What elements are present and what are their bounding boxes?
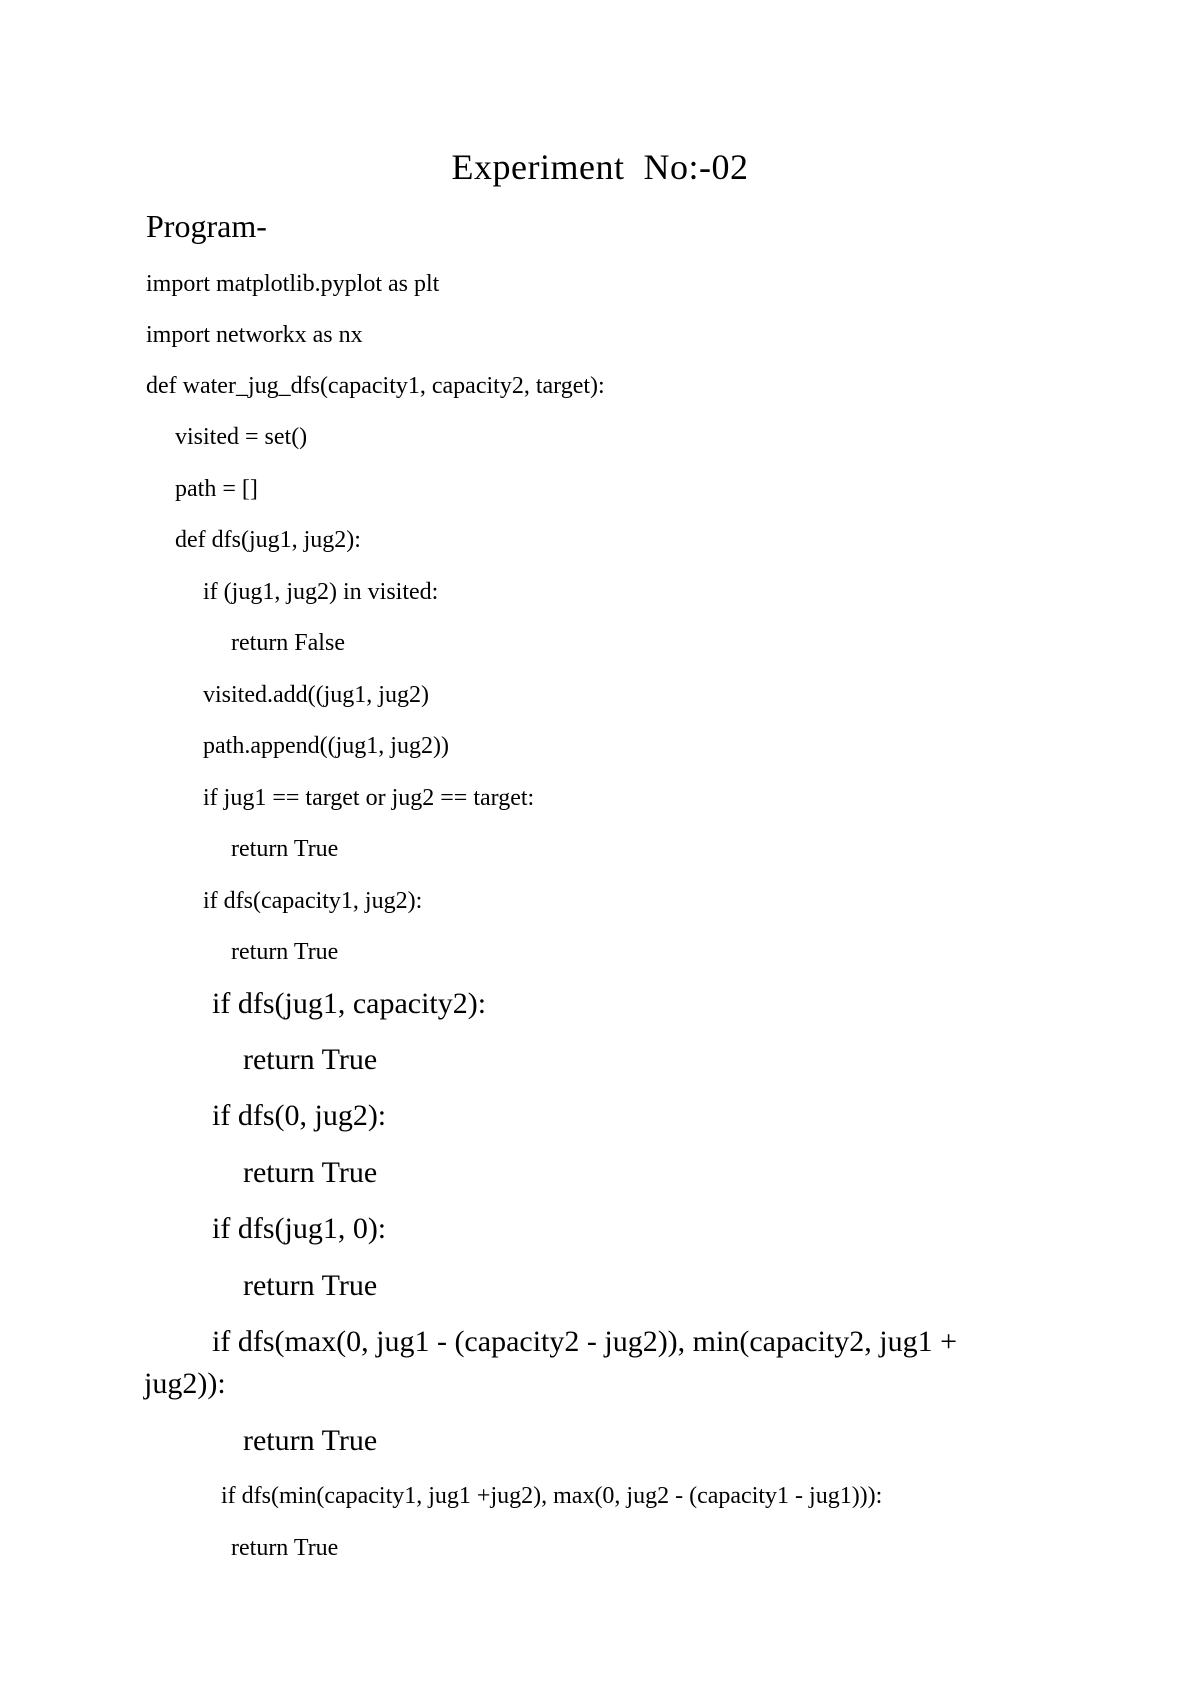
code-line: if dfs(0, jug2): <box>212 1099 387 1132</box>
code-line: path.append((jug1, jug2)) <box>203 733 449 759</box>
code-line: if dfs(jug1, 0): <box>212 1212 387 1245</box>
code-line: if dfs(capacity1, jug2): <box>203 888 423 914</box>
code-line: return True <box>231 836 339 862</box>
code-line: def water_jug_dfs(capacity1, capacity2, target): <box>146 373 605 399</box>
code-line: if jug1 == target or jug2 == target: <box>203 785 535 811</box>
page-title: Experiment No:-02 <box>451 147 749 187</box>
code-line: if dfs(jug1, capacity2): <box>212 987 487 1020</box>
code-line: return True <box>243 1156 378 1189</box>
code-line: jug2)): <box>144 1367 226 1400</box>
code-line: return True <box>243 1043 378 1076</box>
code-line: return False <box>231 630 345 656</box>
code-line: def dfs(jug1, jug2): <box>175 527 361 553</box>
code-line: if dfs(min(capacity1, jug1 +jug2), max(0, jug2 - (capacity1 - jug1))): <box>221 1483 883 1509</box>
code-line: return True <box>243 1424 378 1457</box>
code-line: visited.add((jug1, jug2) <box>203 682 429 708</box>
code-line: if (jug1, jug2) in visited: <box>203 579 439 605</box>
code-line: import networkx as nx <box>146 322 363 348</box>
code-line: path = [] <box>175 476 258 502</box>
code-line: return True <box>243 1269 378 1302</box>
code-line: return True <box>231 1535 339 1561</box>
code-line: if dfs(max(0, jug1 - (capacity2 - jug2)), min(capacity2, jug1 + <box>212 1325 958 1358</box>
program-heading: Program- <box>146 208 267 244</box>
code-line: visited = set() <box>175 424 308 450</box>
code-line: import matplotlib.pyplot as plt <box>146 271 440 297</box>
code-line: return True <box>231 939 339 965</box>
